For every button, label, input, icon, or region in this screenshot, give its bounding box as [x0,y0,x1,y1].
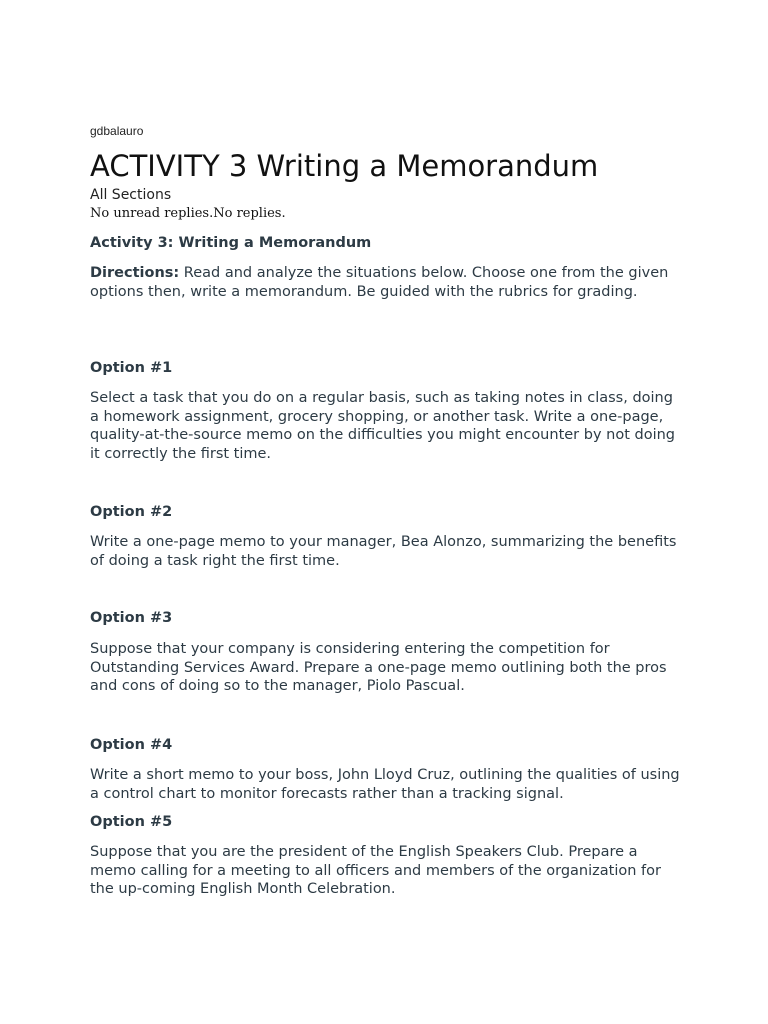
option-5-heading: Option #5 [90,814,173,830]
option-3-text: Suppose that your company is considering entering the competition for Outstanding Services Award. Prepare a one-page memo outlining both the pros and cons of doing so to the manager, Piolo Pascual. [90,641,667,694]
activity-heading: Activity 3: Writing a Memorandum [90,235,372,251]
page-title: ACTIVITY 3 Writing a Memorandum [90,149,599,183]
sections-label: All Sections [90,187,172,203]
author-name: gdbalauro [90,124,144,138]
directions-paragraph [90,264,680,301]
option-2-heading: Option #2 [90,504,173,520]
option-1-heading: Option #1 [90,360,173,376]
option-4-text: Write a short memo to your boss, John Lloyd Cruz, outlining the qualities of using a control chart to monitor forecasts rather than a tracking signal. [90,767,680,802]
option-2-text: Write a one-page memo to your manager, Bea Alonzo, summarizing the benefits of doing a task right the first time. [90,534,677,569]
option-4-heading: Option #4 [90,737,173,753]
option-5-text: Suppose that you are the president of the English Speakers Club. Prepare a memo calling for a meeting to all officers and members of the organization for the up-coming English Month Celebration. [90,844,661,897]
option-1-text: Select a task that you do on a regular basis, such as taking notes in class, doing a homework assignment, grocery shopping, or another task. Write a one-page, quality-at-the-source memo on the difficulties you might encounter by not doing it correctly the first time. [90,390,675,462]
directions-label: Directions: [90,265,180,281]
replies-status: No unread replies.No replies. [90,206,286,221]
option-3-heading: Option #3 [90,610,173,626]
directions-text: Read and analyze the situations below. Choose one from the given options then, write a memorandum. Be guided with the rubrics for grading. [90,265,669,300]
